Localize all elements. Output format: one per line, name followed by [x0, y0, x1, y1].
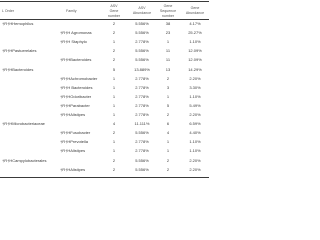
cell-gene-sequence: 4: [166, 130, 170, 136]
cell-order: †R†HPastuerelales: [2, 48, 37, 54]
cell-family: †R†HParabacter: [60, 102, 90, 108]
bottom-rule: [0, 177, 209, 178]
top-rule: [0, 1, 209, 2]
cell-asv-abundance: 5.556%: [135, 57, 149, 63]
cell-order: †R†HCampylobacterales: [2, 157, 47, 163]
cell-asv-abundance: 2.778%: [135, 93, 149, 99]
cell-gene-sequence: 1: [166, 39, 170, 45]
cell-asv-abundance: 5.556%: [135, 48, 149, 54]
cell-gene-abundance: 5.49%: [189, 102, 201, 108]
cell-order: †R†HMicrobacteriaceae: [2, 121, 45, 127]
cell-gene-sequence: 1: [166, 93, 170, 99]
cell-gene-sequence: 2: [166, 166, 170, 172]
cell-family: †R†HAlistipes: [60, 166, 86, 172]
cell-gene-number: 2: [112, 21, 116, 26]
cell-gene-abundance: 6.59%: [189, 121, 201, 127]
cell-gene-sequence: 2: [166, 157, 170, 163]
cell-order: †R†HBacteroides: [2, 66, 34, 72]
cell-gene-number: 2: [112, 157, 116, 163]
cell-gene-sequence: 11: [165, 57, 171, 63]
cell-gene-number: 2: [112, 30, 116, 36]
cell-asv-abundance: 5.556%: [135, 21, 149, 26]
cell-gene-number: 2: [112, 130, 116, 136]
cell-gene-number: 1: [112, 75, 116, 81]
cell-gene-abundance: 12.09%: [188, 57, 202, 63]
cell-gene-sequence: 11: [165, 48, 171, 54]
cell-gene-sequence: 1: [166, 139, 170, 145]
cell-gene-sequence: 2: [166, 112, 170, 117]
cell-family: †R†H Bacteroides: [60, 84, 93, 90]
cell-family: †R†HAlistipes: [60, 148, 86, 154]
header-family: Family: [66, 9, 77, 13]
header-rule: [0, 19, 209, 20]
cell-gene-number: 1: [112, 39, 116, 45]
cell-family: †R†HAchromobacter: [60, 75, 98, 81]
cell-gene-number: 5: [112, 66, 116, 72]
cell-asv-abundance: 2.778%: [135, 84, 149, 90]
cell-gene-number: 1: [112, 112, 116, 117]
header-gene-number-l1: ASV: [110, 4, 118, 8]
cell-gene-number: 1: [112, 84, 116, 90]
cell-gene-abundance: 1.10%: [189, 39, 201, 45]
cell-asv-abundance: 5.556%: [135, 30, 149, 36]
header-gene-abundance-l1: Gene: [190, 6, 200, 10]
cell-gene-abundance: 25.27%: [188, 30, 202, 36]
cell-family: †R†H Agromonas: [60, 30, 92, 36]
cell-asv-abundance: 2.778%: [135, 139, 149, 145]
cell-gene-number: 4: [112, 121, 116, 127]
cell-gene-number: 1: [112, 102, 116, 108]
table-page: [0, 0, 209, 181]
cell-asv-abundance: 2.778%: [135, 112, 149, 117]
cell-gene-abundance: 1.10%: [189, 93, 201, 99]
cell-gene-sequence: 1: [166, 148, 170, 154]
cell-family: †R†HBacteroides: [60, 57, 92, 63]
header-order: L Order: [2, 9, 15, 13]
cell-gene-abundance: 3.30%: [189, 84, 201, 90]
cell-gene-number: 2: [112, 48, 116, 54]
cell-gene-sequence: 2: [166, 75, 170, 81]
header-asv-abundance-l2: Abundance: [132, 11, 152, 15]
header-gene-number-l2: Gene: [109, 9, 119, 13]
cell-gene-sequence: 5: [166, 102, 170, 108]
cell-gene-abundance: 2.20%: [189, 112, 201, 117]
cell-gene-sequence: 6: [166, 121, 170, 127]
cell-gene-number: 1: [112, 148, 116, 154]
cell-gene-number: 2: [112, 166, 116, 172]
header-gene-sequence-l1: Gene: [163, 4, 173, 8]
cell-gene-number: 1: [112, 93, 116, 99]
cell-asv-abundance: 11.111%: [134, 121, 150, 127]
cell-gene-number: 2: [112, 57, 116, 63]
cell-family: †R†HPrevotella: [60, 139, 89, 145]
cell-gene-abundance: 2.20%: [189, 75, 201, 81]
cell-gene-abundance: 12.09%: [188, 48, 202, 54]
header-gene-number-l3: number: [107, 14, 121, 18]
cell-family: †R†HAlistipes: [60, 112, 86, 117]
header-gene-abundance-l2: Abundance: [185, 11, 205, 15]
header-asv-abundance-l1: ASV: [138, 6, 146, 10]
cell-family: †R†H Staphylo: [60, 39, 87, 45]
cell-gene-abundance: 2.20%: [189, 157, 201, 163]
cell-family: †R†HOdoribacter: [60, 93, 92, 99]
cell-order: †R†HHemophilus: [2, 21, 34, 26]
cell-asv-abundance: 5.556%: [135, 166, 149, 172]
cell-gene-sequence: 13: [165, 66, 171, 72]
cell-gene-abundance: 4.17%: [189, 21, 201, 26]
cell-gene-sequence: 23: [165, 30, 171, 36]
cell-asv-abundance: 2.778%: [135, 39, 149, 45]
cell-gene-sequence: 38: [165, 21, 171, 26]
cell-gene-number: 1: [112, 139, 116, 145]
cell-gene-abundance: 1.10%: [189, 139, 201, 145]
cell-gene-abundance: 14.29%: [188, 66, 202, 72]
header-gene-sequence-l2: Sequence: [159, 9, 177, 13]
cell-asv-abundance: 5.556%: [135, 130, 149, 136]
cell-family: †R†HFusobacter: [60, 130, 91, 136]
cell-asv-abundance: 13.889%: [134, 66, 150, 72]
cell-gene-abundance: 2.20%: [189, 166, 201, 172]
cell-gene-abundance: 4.40%: [189, 130, 201, 136]
cell-asv-abundance: 2.778%: [135, 102, 149, 108]
cell-asv-abundance: 2.778%: [135, 148, 149, 154]
cell-asv-abundance: 2.778%: [135, 75, 149, 81]
cell-gene-sequence: 3: [166, 84, 170, 90]
cell-asv-abundance: 5.556%: [135, 157, 149, 163]
cell-gene-abundance: 1.10%: [189, 148, 201, 154]
header-gene-sequence-l3: number: [161, 14, 175, 18]
